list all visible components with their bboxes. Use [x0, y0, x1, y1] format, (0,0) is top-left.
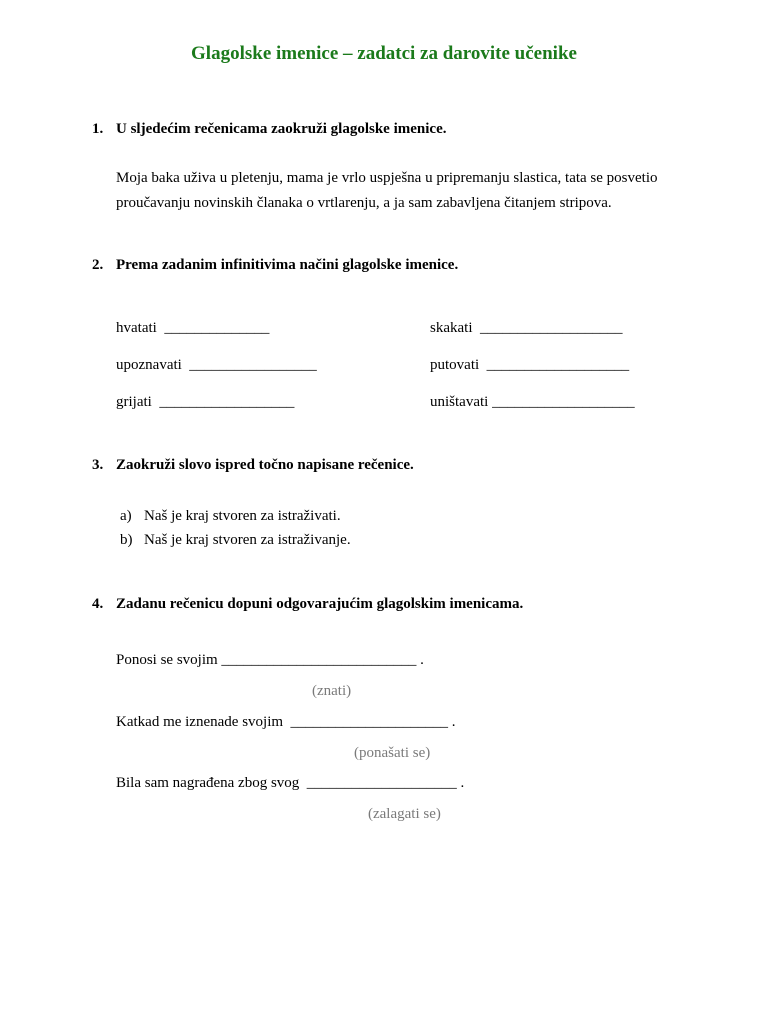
question-2-text: Prema zadanim infinitivima načini glagolske imenice. [116, 257, 459, 273]
question-3-text: Zaokruži slovo ispred točno napisane rečenice. [116, 457, 414, 473]
option-a-text: Naš je kraj stvoren za istraživati. [144, 508, 341, 524]
infinitive-upoznavati: upoznavati _________________ [116, 357, 317, 373]
sentence-3-hint: (zalagati se) [368, 806, 441, 822]
question-3-number: 3. [92, 457, 104, 473]
option-b-letter: b) [120, 532, 133, 548]
infinitive-grijati: grijati __________________ [116, 394, 295, 410]
question-4-text: Zadanu rečenicu dopuni odgovarajućim glagolskim imenicama. [116, 596, 524, 612]
page-title: Glagolske imenice – zadatci za darovite učenike [191, 43, 577, 64]
sentence-2-hint: (ponašati se) [354, 745, 431, 761]
infinitive-putovati: putovati ___________________ [430, 357, 630, 373]
option-b-text: Naš je kraj stvoren za istraživanje. [144, 532, 351, 548]
question-2-number: 2. [92, 257, 104, 273]
infinitive-hvatati: hvatati ______________ [116, 320, 270, 336]
question-1-number: 1. [92, 121, 104, 137]
question-1-text: U sljedećim rečenicama zaokruži glagolske imenice. [116, 121, 447, 137]
sentence-3: Bila sam nagrađena zbog svog ____________________ . [116, 775, 465, 791]
infinitive-skakati: skakati ___________________ [430, 320, 623, 336]
option-a-letter: a) [120, 508, 132, 524]
question-4-number: 4. [92, 596, 104, 612]
sentence-1-hint: (znati) [312, 683, 352, 699]
question-1-sentence-line-1: Moja baka uživa u pletenju, mama je vrlo uspješna u pripremanju slastica, tata se posvetio [116, 170, 658, 186]
sentence-1: Ponosi se svojim __________________________ . [116, 652, 424, 668]
infinitive-unistavati: uništavati ___________________ [430, 394, 635, 410]
question-1-sentence-line-2: proučavanju novinskih članaka o vrtlarenju, a ja sam zabavljena čitanjem stripova. [116, 195, 612, 211]
sentence-2: Katkad me iznenade svojim _____________________ . [116, 714, 456, 730]
